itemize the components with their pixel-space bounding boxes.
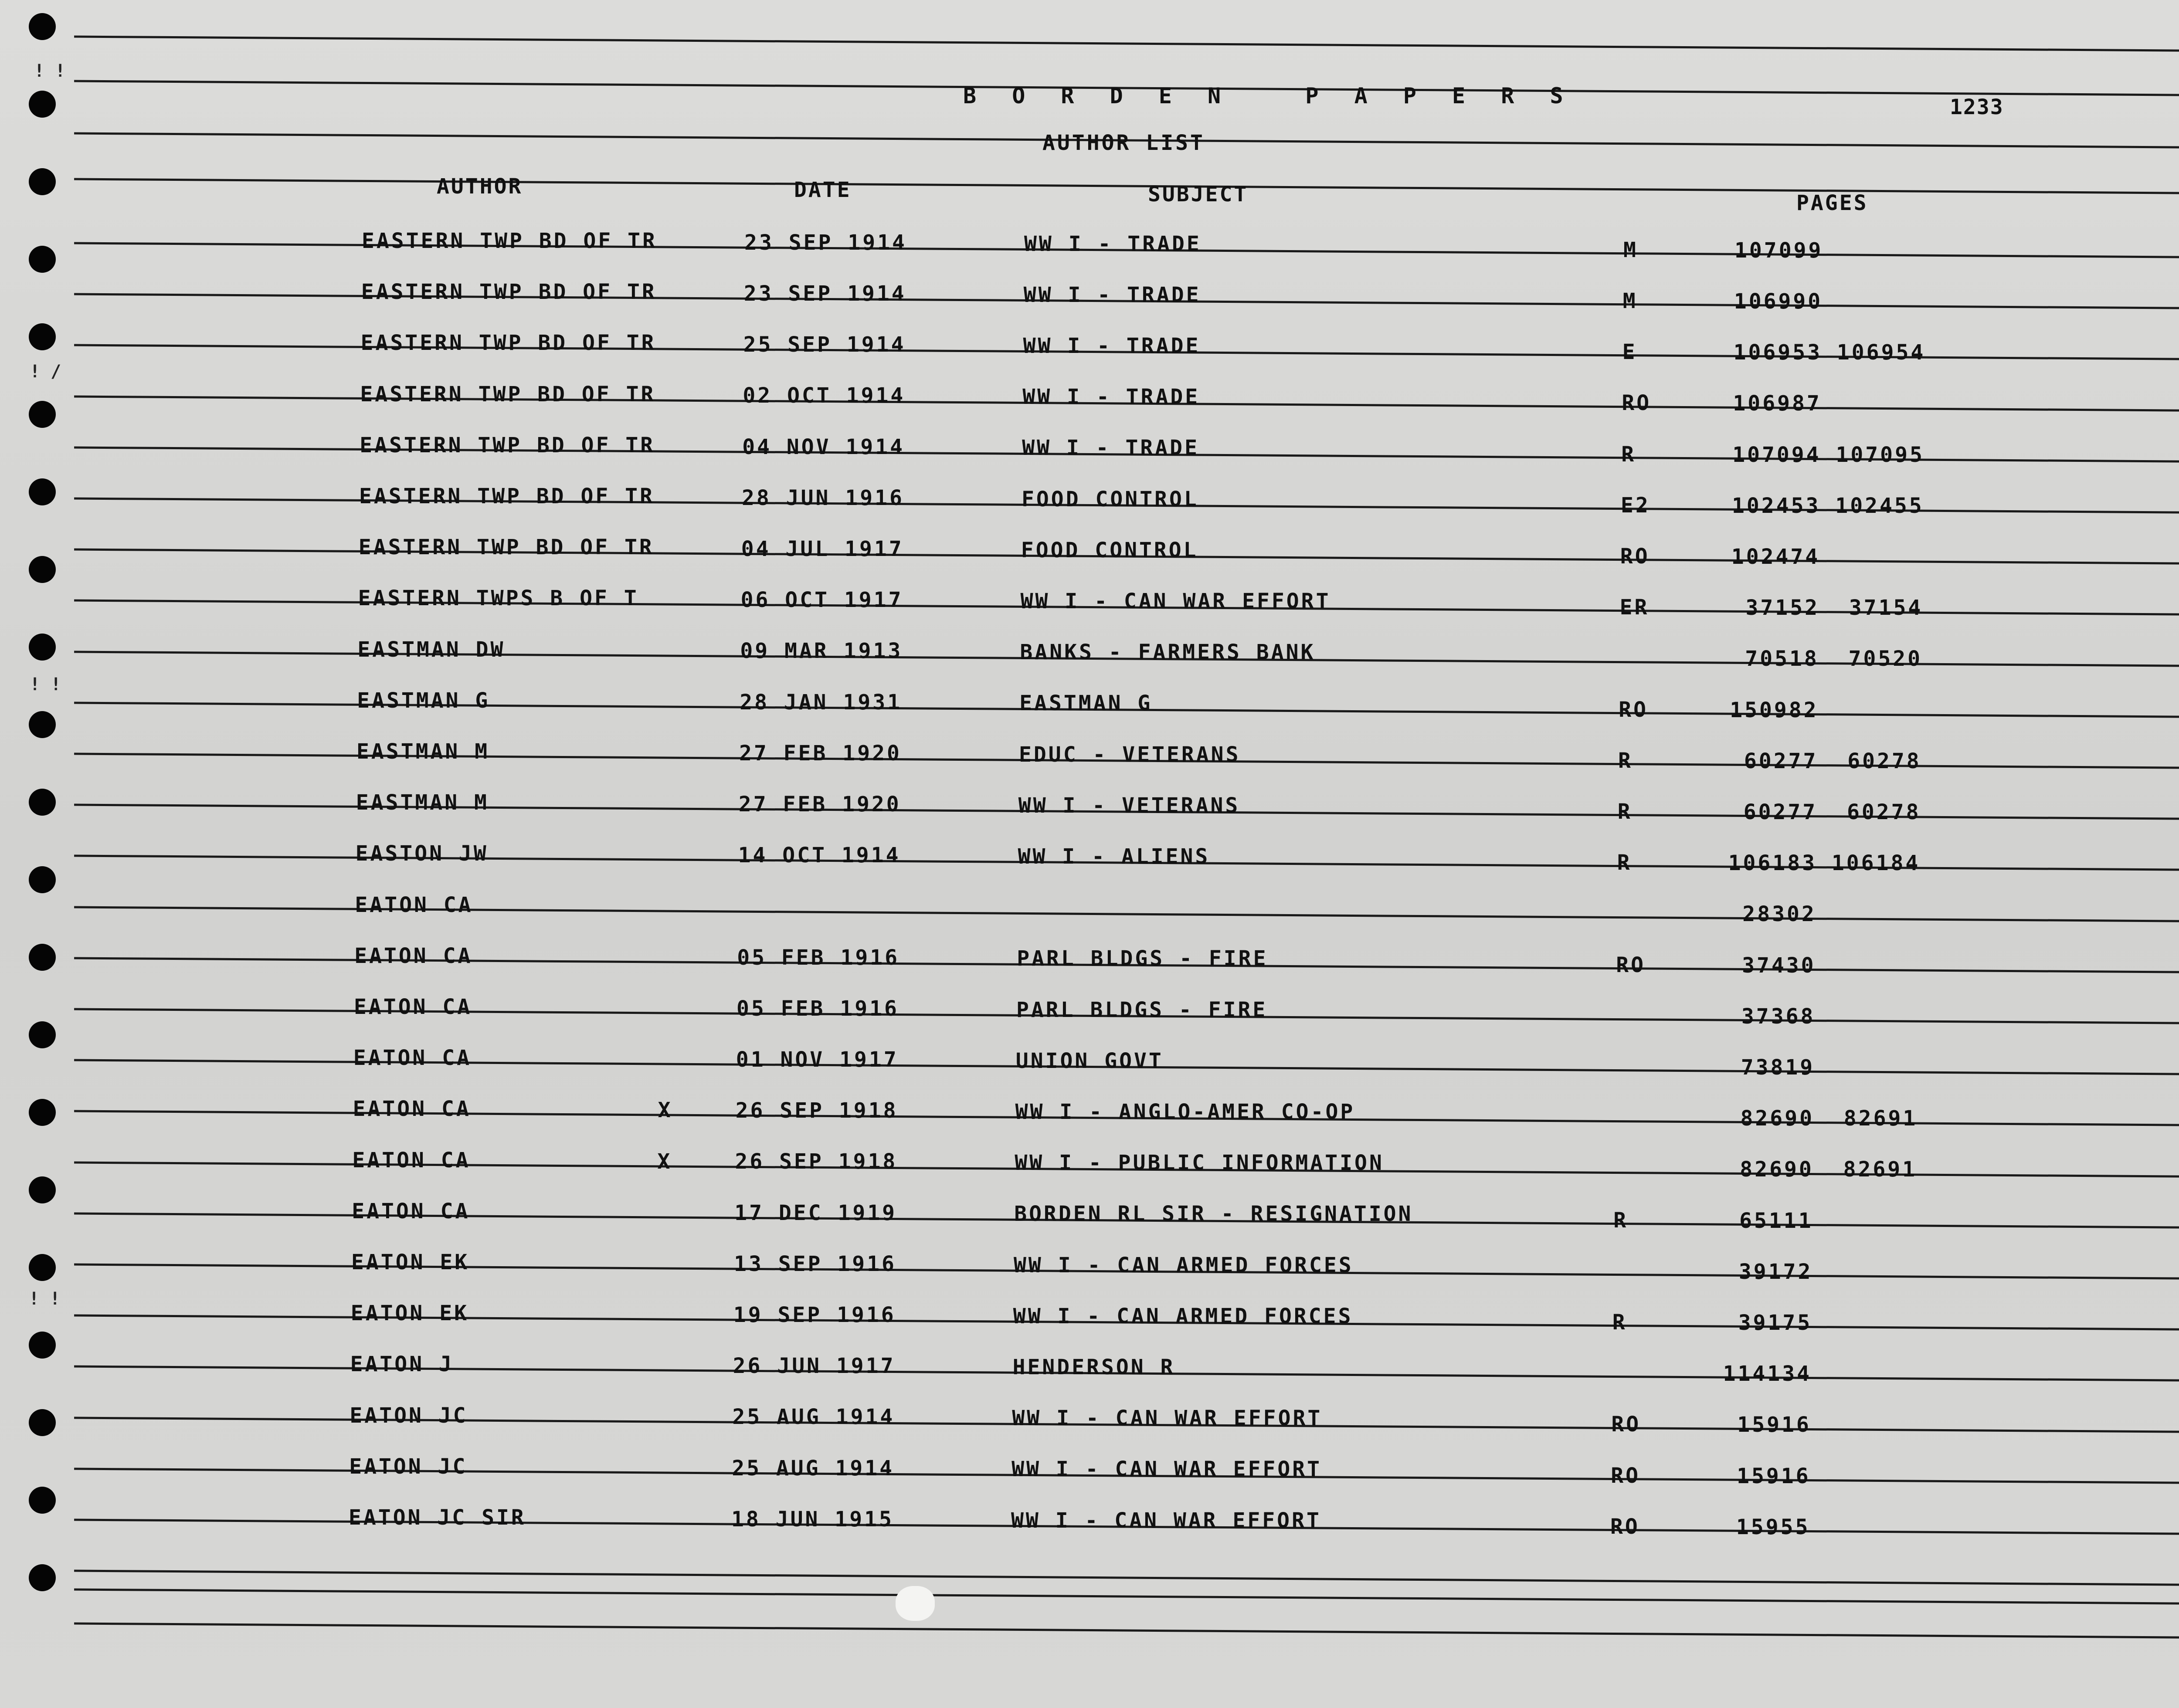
cell-author: EASTMAN M [356,739,490,764]
cell-date: 25 AUG 1914 [732,1405,895,1430]
ruled-line [74,1623,2179,1639]
cell-author: EATON J [350,1352,454,1377]
feed-hole [29,246,56,273]
cell-subject: WW I - CAN ARMED FORCES [1014,1253,1354,1278]
cell-pages: 15955 [1721,1515,1810,1539]
perforation-mark: ! ! [30,674,61,695]
cell-date: 04 JUL 1917 [741,537,904,562]
cell-author: EASTMAN G [357,688,490,713]
column-header-subject: SUBJECT [1148,182,1249,207]
document-title: B O R D E N P A P E R S [963,83,1575,108]
cell-date: 23 SEP 1914 [743,281,906,306]
cell-author: EASTERN TWP BD OF TR [359,484,655,508]
ruled-line [74,1570,2179,1586]
column-header-author: AUTHOR [437,174,523,199]
cell-pages: 102474 [1731,545,1820,569]
cell-code: RO [1610,1514,1640,1539]
cell-mark: X [657,1149,672,1174]
list-subtitle: AUTHOR LIST [1042,131,1205,155]
feed-hole [29,1487,56,1514]
cell-pages: 39175 [1723,1311,1812,1335]
cell-pages: 15916 [1722,1413,1811,1437]
cell-subject: WW I - PUBLIC INFORMATION [1015,1151,1384,1176]
cell-pages: 37368 [1727,1004,1816,1029]
cell-author: EASTERN TWP BD OF TR [360,433,655,458]
cell-pages: 106183 106184 [1728,851,1921,876]
cell-date: 28 JAN 1931 [740,690,903,715]
feed-hole [29,1176,56,1203]
cell-date: 19 SEP 1916 [733,1303,896,1328]
cell-author: EASTERN TWPS B OF T [358,586,639,611]
cell-code: E [1622,340,1637,365]
cell-date: 25 SEP 1914 [743,332,906,357]
cell-code: RO [1611,1463,1640,1488]
cell-author: EATON CA [354,943,473,968]
cell-author: EASTERN TWP BD OF TR [362,229,657,253]
cell-pages: 65111 [1724,1208,1813,1233]
cell-code: RO [1611,1412,1641,1437]
cell-author: EATON EK [350,1301,469,1326]
cell-subject: FOOD CONTROL [1022,487,1199,512]
cell-date: 01 NOV 1917 [736,1047,899,1072]
cell-code: R [1621,442,1636,467]
cell-date: 26 SEP 1918 [735,1098,898,1123]
cell-date: 13 SEP 1916 [734,1251,896,1276]
feed-hole [29,1254,56,1281]
cell-subject: WW I - TRADE [1024,231,1202,256]
cell-subject: WW I - CAN WAR EFFORT [1011,1457,1322,1482]
cell-subject: WW I - CAN WAR EFFORT [1011,1508,1321,1533]
cell-pages: 15916 [1722,1464,1811,1488]
cell-code: RO [1620,544,1650,569]
cell-date: 05 FEB 1916 [737,945,900,970]
cell-code: M [1623,237,1638,262]
cell-date: 14 OCT 1914 [738,843,901,868]
feed-hole [29,1332,56,1359]
ruled-line [74,1589,2179,1605]
cell-pages: 102453 102455 [1732,493,1924,518]
cell-subject: WW I - TRADE [1023,334,1201,359]
feed-hole [29,323,56,350]
cell-subject: EDUC - VETERANS [1019,742,1241,767]
cell-date: 27 FEB 1920 [738,792,901,817]
cell-author: EATON CA [353,1046,472,1071]
feed-hole [29,556,56,583]
cell-pages: 107094 107095 [1732,442,1924,467]
cell-subject: WW I - TRADE [1022,385,1200,410]
cell-author: EASTERN TWP BD OF TR [360,331,656,356]
page-number: 1233 [1950,95,2004,119]
cell-code: M [1622,288,1638,313]
cell-date: 02 OCT 1914 [743,383,906,408]
cell-code: R [1618,748,1633,773]
cell-pages: 60277 60278 [1728,800,1921,825]
cell-author: EATON CA [352,1199,470,1223]
feed-hole [29,13,56,40]
cell-code: R [1613,1208,1629,1233]
cell-code: RO [1616,952,1646,977]
cell-date: 06 OCT 1917 [740,588,903,613]
cell-pages: 114134 [1723,1362,1812,1386]
cell-author: EASTERN TWP BD OF TR [360,382,656,407]
cell-subject: WW I - TRADE [1023,282,1201,307]
cell-author: EATON CA [355,892,473,917]
cell-author: EATON EK [351,1250,470,1274]
cell-author: EATON CA [353,1097,471,1122]
feed-hole [29,866,56,893]
cell-code: RO [1619,697,1648,722]
cell-pages: 73819 [1726,1055,1815,1080]
cell-subject: BANKS - FARMERS BANK [1020,640,1316,665]
feed-hole [29,91,56,118]
cell-date: 26 JUN 1917 [733,1354,896,1379]
cell-author: EASTMAN M [356,790,489,815]
cell-code: E2 [1621,493,1650,518]
cell-date: 28 JUN 1916 [742,485,904,510]
cell-author: EATON CA [352,1148,471,1173]
feed-hole [29,711,56,738]
cell-pages: 39172 [1724,1259,1813,1284]
feed-hole [29,1021,56,1048]
feed-hole [29,789,56,816]
cell-subject: FOOD CONTROL [1021,538,1198,563]
feed-hole [29,401,56,428]
cell-code: RO [1622,391,1652,416]
cell-subject: WW I - TRADE [1022,436,1199,461]
cell-mark: X [658,1098,673,1123]
feed-hole [29,1409,56,1436]
cell-author: EATON JC [349,1454,468,1479]
cell-author: EASTMAN DW [357,637,506,662]
cell-code: R [1617,799,1633,824]
cell-pages: 106987 [1733,391,1822,416]
cell-subject: WW I - CAN WAR EFFORT [1012,1406,1323,1431]
cell-author: EATON CA [354,995,472,1019]
cell-pages: 82690 82691 [1725,1157,1918,1182]
feed-hole [29,634,56,661]
feed-hole [29,168,56,195]
cell-code: ER [1619,595,1650,620]
cell-subject: PARL BLDGS - FIRE [1016,997,1268,1022]
cell-date: 18 JUN 1915 [731,1507,894,1532]
ruled-line [74,36,2179,52]
cell-pages: 82690 82691 [1725,1106,1918,1131]
paper-smudge [896,1586,935,1621]
cell-code: R [1617,851,1632,875]
cell-author: EASTON JW [355,841,489,866]
cell-pages: 70518 70520 [1730,647,1923,671]
perforation-mark: ! ! [34,61,66,81]
cell-pages: 107099 [1734,238,1823,263]
cell-date: 09 MAR 1913 [740,639,903,664]
cell-subject: WW I - CAN WAR EFFORT [1020,589,1331,614]
cell-pages: 150982 [1730,698,1819,722]
cell-date: 23 SEP 1914 [744,230,907,255]
feed-hole [29,944,56,971]
cell-pages: 106990 [1734,289,1823,314]
cell-author: EASTERN TWP BD OF TR [358,535,654,560]
cell-author: EASTERN TWP BD OF TR [361,280,657,305]
cell-pages: 37430 [1727,953,1816,978]
perforation-mark: ! ! [29,1289,61,1309]
cell-subject: UNION GOVT [1015,1048,1164,1073]
column-header-date: DATE [794,178,852,202]
cell-date: 17 DEC 1919 [734,1200,897,1225]
cell-date: 27 FEB 1920 [739,741,902,766]
cell-pages: 106953 106954 [1733,340,1926,365]
cell-subject: EASTMAN G [1019,691,1153,716]
cell-subject: BORDEN RL SIR - RESIGNATION [1014,1202,1413,1227]
perforation-mark: ! / [30,362,61,382]
cell-subject: WW I - ANGLO-AMER CO-OP [1015,1100,1355,1125]
cell-date: 05 FEB 1916 [737,996,899,1021]
feed-hole [29,1564,56,1591]
cell-pages: 28302 [1728,902,1816,927]
cell-pages: 37152 37154 [1731,596,1923,620]
cell-subject: WW I - ALIENS [1018,844,1210,869]
cell-author: EATON JC SIR [349,1505,526,1530]
cell-pages: 60277 60278 [1729,749,1921,773]
cell-subject: WW I - VETERANS [1018,793,1240,818]
cell-date: 25 AUG 1914 [732,1456,895,1481]
feed-hole [29,478,56,505]
feed-hole [29,1099,56,1126]
cell-subject: PARL BLDGS - FIRE [1017,946,1268,971]
cell-date: 04 NOV 1914 [742,434,905,459]
cell-subject: HENDERSON R [1012,1355,1175,1380]
cell-author: EATON JC [350,1403,468,1428]
cell-date: 26 SEP 1918 [735,1149,898,1174]
cell-subject: WW I - CAN ARMED FORCES [1013,1304,1353,1328]
cell-code: R [1612,1310,1627,1335]
column-header-pages: PAGES [1796,191,1868,215]
